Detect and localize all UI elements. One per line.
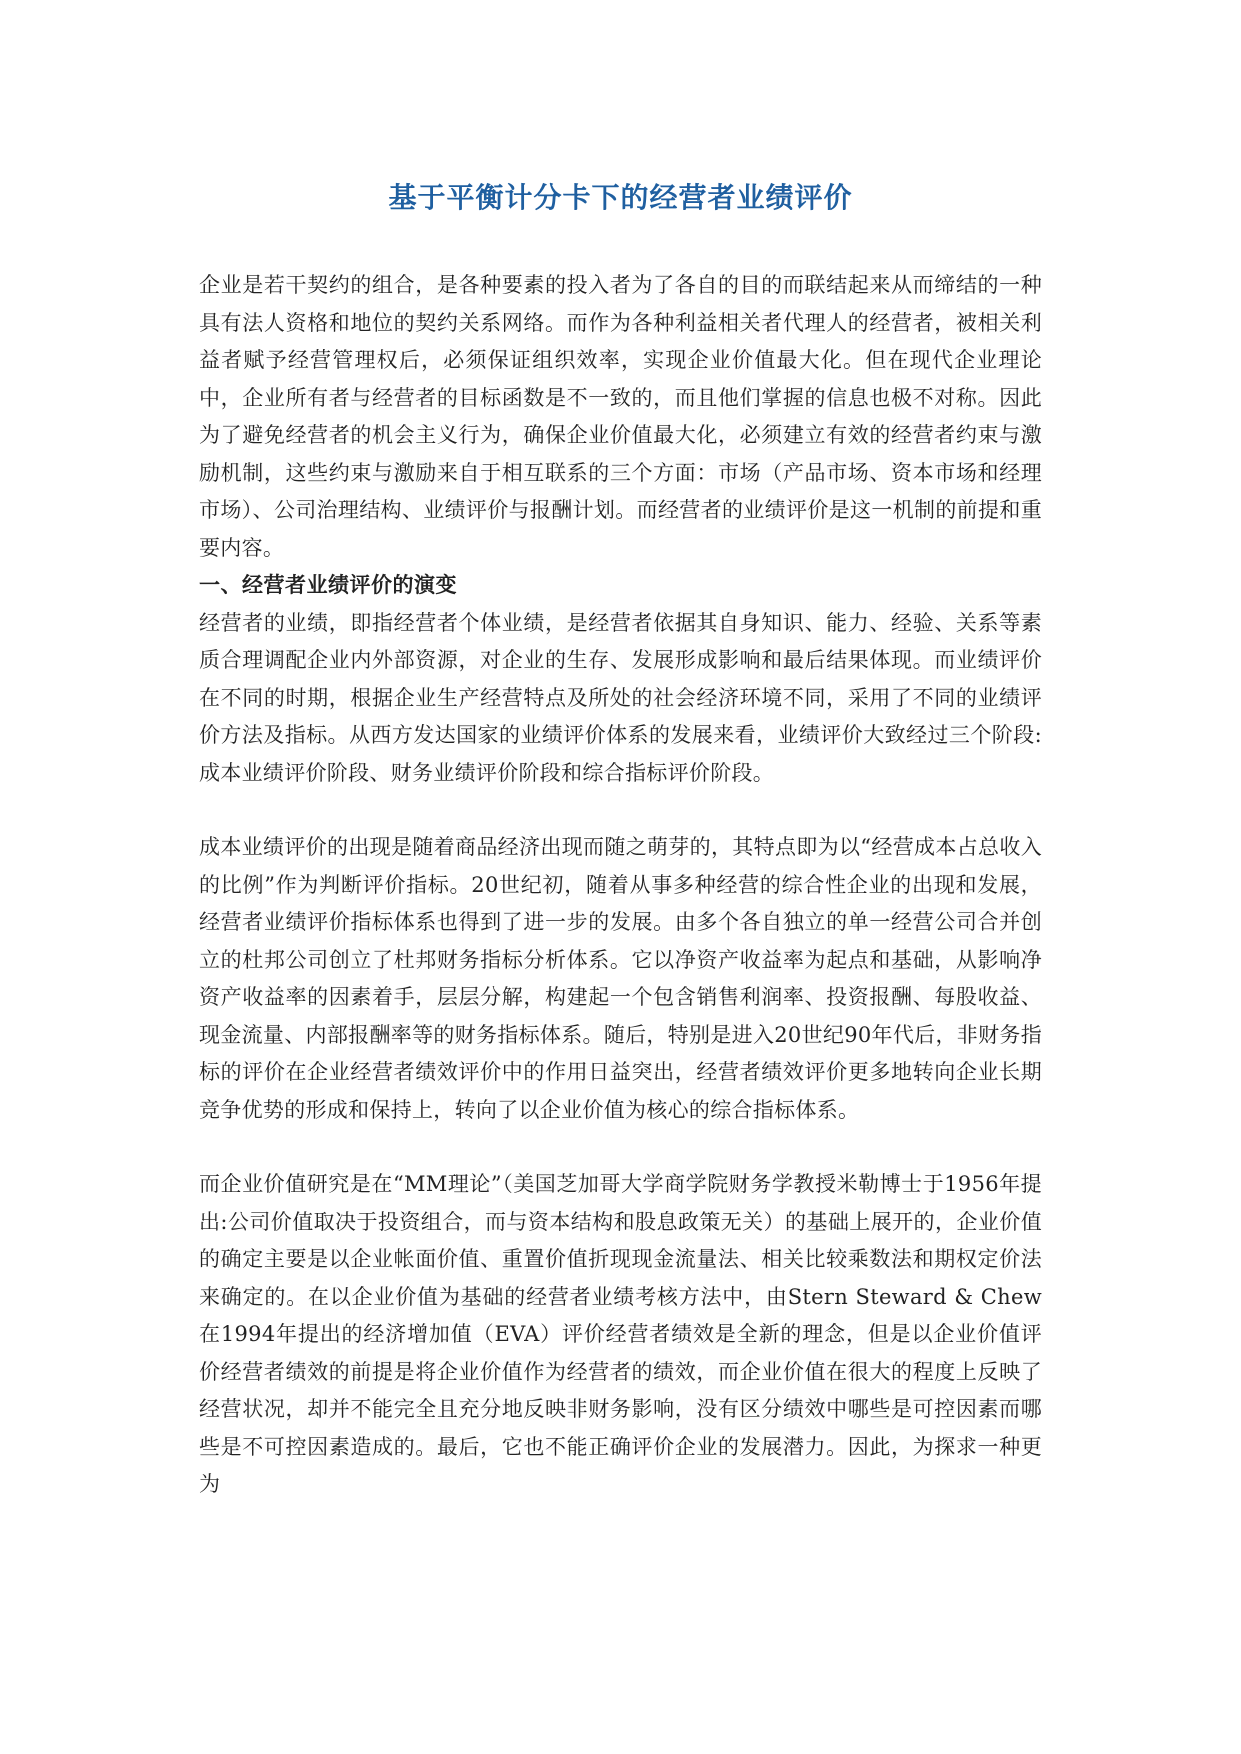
paragraph-cost-evaluation: 成本业绩评价的出现是随着商品经济出现而随之萌芽的，其特点即为以“经营成本占总收入的比例”作为判断评价指标。20世纪初，随着从事多种经营的综合性企业的出现和发展，经营者业绩评价指标体系也得到了进一步的发展。由多个各自独立的单一经营公司合并创立的杜邦公司创立了杜邦财务指标分析体系。它以净资产收益率为起点和基础，从影响净资产收益率的因素着手，层层分解，构建起一个包含销售利润率、投资报酬、每股收益、现金流量、内部报酬率等的财务指标体系。随后，特别是进入20世纪90年代后，非财务指标的评价在企业经营者绩效评价中的作用日益突出，经营者绩效评价更多地转向企业长期竞争优势的形成和保持上，转向了以企业价值为核心的综合指标体系。 — [199, 835, 1042, 1122]
paragraph-intro: 企业是若干契约的组合，是各种要素的投入者为了各自的目的而联结起来从而缔结的一种具有法人资格和地位的契约关系网络。而作为各种利益相关者代理人的经营者，被相关利益者赋予经营管理权后，必须保证组织效率，实现企业价值最大化。但在现代企业理论中，企业所有者与经营者的目标函数是不一致的，而且他们掌握的信息也极不对称。因此为了避免经营者的机会主义行为，确保企业价值最大化，必须建立有效的经营者约束与激励机制，这些约束与激励来自于相互联系的三个方面：市场（产品市场、资本市场和经理市场）、公司治理结构、业绩评价与报酬计划。而经营者的业绩评价是这一机制的前提和重要内容。 — [199, 273, 1042, 560]
document-title: 基于平衡计分卡下的经营者业绩评价 — [388, 181, 853, 214]
paragraph-enterprise-value: 而企业价值研究是在“MM理论”（美国芝加哥大学商学院财务学教授米勒博士于1956年提出:公司价值取决于投资组合，而与资本结构和股息政策无关）的基础上展开的，企业价值的确定主要是以企业帐面价值、重置价值折现现金流量法、相关比较乘数法和期权定价法来确定的。在以企业价值为基础的经营者业绩考核方法中，由Stern Steward & Chew在1994年提出的经济增加值（EVA）评价经营者绩效是全新的理念，但是以企业价值评价经营者绩效的前提是将企业价值作为经营者的绩效，而企业价值在很大的程度上反映了经营状况，却并不能完全且充分地反映非财务影响，没有区分绩效中哪些是可控因素而哪些是不可控因素造成的。最后，它也不能正确评价企业的发展潜力。因此，为探求一种更为 — [199, 1172, 1042, 1496]
section-heading: 一、经营者业绩评价的演变 — [199, 573, 457, 597]
document-body — [199, 178, 1042, 1504]
paragraph-evolution: 经营者的业绩，即指经营者个体业绩，是经营者依据其自身知识、能力、经验、关系等素质合理调配企业内外部资源，对企业的生存、发展形成影响和最后结果体现。而业绩评价在不同的时期，根据企业生产经营特点及所处的社会经济环境不同，采用了不同的业绩评价方法及指标。从西方发达国家的业绩评价体系的发展来看，业绩评价大致经过三个阶段:成本业绩评价阶段、财务业绩评价阶段和综合指标评价阶段。 — [199, 610, 1042, 785]
